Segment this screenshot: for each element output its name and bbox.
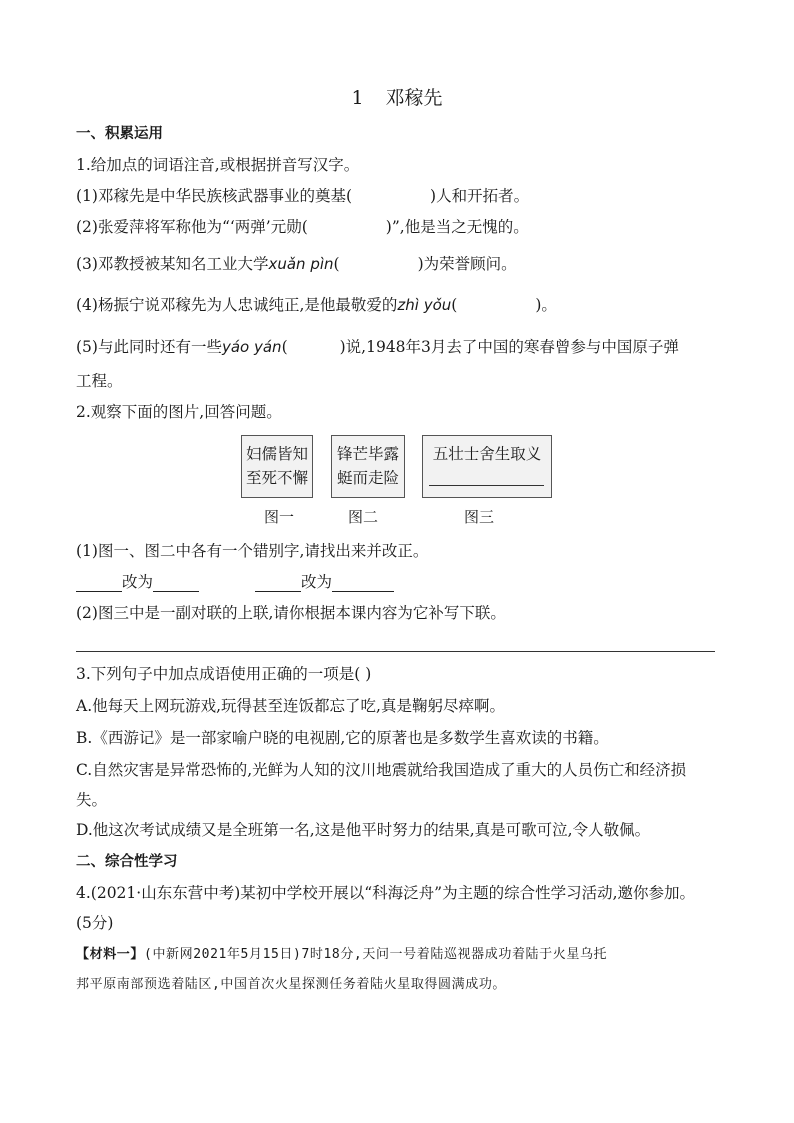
- pinyin: zhì yǒu: [397, 296, 452, 314]
- question-1-stem: 1.给加点的词语注音,或根据拼音写汉字。: [76, 156, 360, 174]
- figure-2-box: 锋芒毕露 蜓而走险: [331, 435, 405, 498]
- question-4-score: (5分): [76, 914, 114, 932]
- figure-3-answer-line[interactable]: [429, 485, 544, 486]
- question-3-option-c: C.自然灾害是异常恐怖的,光鲜为人知的汶川地震就给我国造成了重大的人员伤亡和经济损: [76, 761, 687, 779]
- question-3-option-a: A.他每天上网玩游戏,玩得甚至连饭都忘了吃,真是鞠躬尽瘁啊。: [76, 697, 505, 715]
- figure-3-box: 五壮士舍生取义: [422, 435, 552, 498]
- correct-char-blank[interactable]: [153, 575, 199, 592]
- question-2-stem: 2.观察下面的图片,回答问题。: [76, 403, 282, 421]
- wrong-char-blank[interactable]: [76, 575, 122, 592]
- material-1-line-1: 【材料一】(中新网2021年5月15日)7时18分,天问一号着陆巡视器成功着陆于火星乌托: [76, 947, 608, 962]
- question-3-option-b: B.《西游记》是一部家喻户晓的电视剧,它的原著也是多数学生喜欢读的书籍。: [76, 729, 609, 747]
- question-3-stem: 3.下列句子中加点成语使用正确的一项是( ): [76, 665, 372, 683]
- answer-line[interactable]: [76, 651, 715, 652]
- question-1-item-2: (2)张爱萍将军称他为“‘两弹’元勋( )”,他是当之无愧的。: [76, 218, 529, 236]
- figure-2-caption: 图二: [348, 508, 379, 526]
- correction-row: 改为 改为: [76, 572, 394, 592]
- question-1-item-1: (1)邓稼先是中华民族核武器事业的奠基( )人和开拓者。: [76, 187, 530, 205]
- question-1-item-3: (3)邓教授被某知名工业大学xuǎn pìn( )为荣誉顾问。: [76, 255, 517, 273]
- question-3-option-d: D.他这次考试成绩又是全班第一名,这是他平时努力的结果,真是可歌可泣,令人敬佩。: [76, 821, 651, 839]
- material-1-line-2: 邦平原南部预选着陆区,中国首次火星探测任务着陆火星取得圆满成功。: [76, 977, 507, 992]
- figure-3-caption: 图三: [464, 508, 495, 526]
- section-heading-2: 二、综合性学习: [76, 854, 178, 870]
- lesson-title: 邓稼先: [385, 87, 443, 109]
- material-label: 【材料一】: [76, 947, 145, 962]
- correct-char-blank[interactable]: [332, 575, 394, 592]
- figure-1-box: 妇儒皆知 至死不懈: [241, 435, 313, 498]
- lesson-number: 1: [351, 87, 364, 109]
- question-1-item-4: (4)杨振宁说邓稼先为人忠诚纯正,是他最敬爱的zhì yǒu( )。: [76, 296, 557, 314]
- question-1-item-5-cont: 工程。: [76, 372, 123, 390]
- question-3-option-c-cont: 失。: [76, 791, 108, 809]
- question-4-stem: 4.(2021·山东东营中考)某初中学校开展以“科海泛舟”为主题的综合性学习活动,邀你参加。: [76, 884, 696, 902]
- pinyin: xuǎn pìn: [268, 255, 334, 273]
- question-1-item-5: (5)与此同时还有一些yáo yán( )说,1948年3月去了中国的寒春曾参与中国原子弹: [76, 338, 679, 356]
- figure-1-caption: 图一: [264, 508, 295, 526]
- pinyin: yáo yán: [221, 338, 282, 356]
- page-title: [0, 86, 794, 110]
- question-2-sub-1: (1)图一、图二中各有一个错别字,请找出来并改正。: [76, 542, 429, 560]
- wrong-char-blank[interactable]: [255, 575, 301, 592]
- section-heading-1: 一、积累运用: [76, 126, 163, 142]
- question-2-sub-2: (2)图三中是一副对联的上联,请你根据本课内容为它补写下联。: [76, 604, 506, 622]
